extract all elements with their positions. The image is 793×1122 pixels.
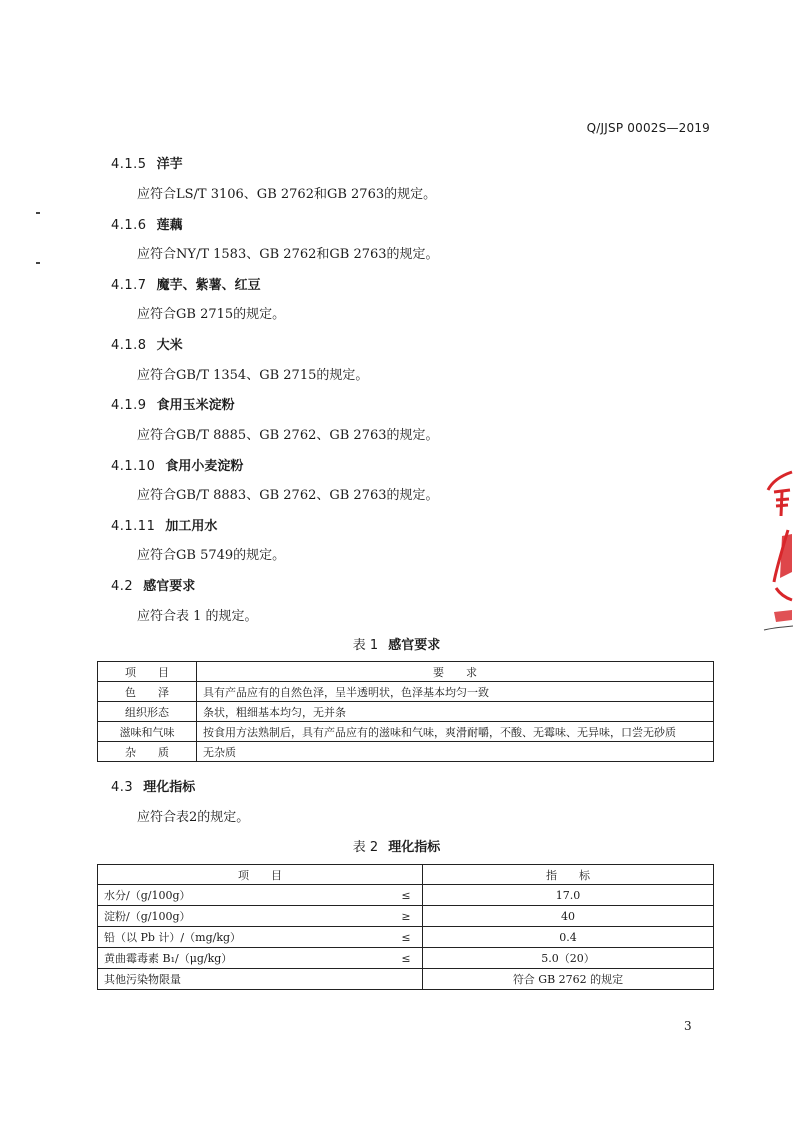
section-text-4-1-6: 应符合NY/T 1583、GB 2762和GB 2763的规定。 [137,247,439,262]
table-row [98,927,714,948]
table-row [98,682,714,702]
table-cell: 黄曲霉毒素 B₁/（μg/kg） [98,948,391,969]
sensory-requirements-table [97,661,714,762]
table-cell: 滋味和气味 [98,722,197,742]
section-heading-4-2: 4.2 感官要求 [111,579,196,594]
section-text-4-3: 应符合表2的规定。 [137,810,250,825]
table-row [98,885,714,906]
section-text-4-1-11: 应符合GB 5749的规定。 [137,548,286,563]
table-cell: 40 [423,906,714,927]
table2-caption: 表 2 理化指标 [352,840,441,855]
table-cell: 5.0（20） [423,948,714,969]
comparison-symbol [390,969,423,990]
section-text-4-1-9: 应符合GB/T 8885、GB 2762、GB 2763的规定。 [137,428,439,443]
comparison-symbol: ≤ [390,927,423,948]
table-cell: 杂 质 [98,742,197,762]
table-row [98,969,714,990]
table-cell: 具有产品应有的自然色泽，呈半透明状，色泽基本均匀一致 [197,682,714,702]
section-heading-4-3: 4.3 理化指标 [111,780,196,795]
table-row [98,906,714,927]
page-number: 3 [684,1019,692,1033]
document-code: Q/JJSP 0002S—2019 [586,121,710,135]
section-text-4-2: 应符合表 1 的规定。 [137,609,258,624]
table-cell: 17.0 [423,885,714,906]
table-header-row [98,865,714,885]
table-cell: 组织形态 [98,702,197,722]
scan-mark [36,212,40,214]
table-row [98,722,714,742]
table-cell: 水分/（g/100g） [98,885,391,906]
section-heading-4-1-7: 4.1.7 魔芋、紫薯、红豆 [111,278,261,293]
column-header-indicator: 指 标 [423,865,714,885]
table-cell: 符合 GB 2762 的规定 [423,969,714,990]
table-row [98,948,714,969]
table-cell: 其他污染物限量 [98,969,391,990]
comparison-symbol: ≤ [390,885,423,906]
physicochemical-indicators-table [97,864,714,990]
column-header-item: 项 目 [98,865,423,885]
comparison-symbol: ≥ [390,906,423,927]
table1-caption: 表 1 感官要求 [352,638,441,653]
section-text-4-1-10: 应符合GB/T 8883、GB 2762、GB 2763的规定。 [137,488,439,503]
red-seal-stamp-fragment [762,470,793,640]
table-row [98,742,714,762]
table-cell: 铅（以 Pb 计）/（mg/kg） [98,927,391,948]
column-header-item: 项 目 [98,662,197,682]
table-row [98,702,714,722]
section-heading-4-1-11: 4.1.11 加工用水 [111,519,218,534]
section-text-4-1-5: 应符合LS/T 3106、GB 2762和GB 2763的规定。 [137,187,437,202]
section-heading-4-1-8: 4.1.8 大米 [111,338,183,353]
section-heading-4-1-5: 4.1.5 洋芋 [111,157,183,172]
scan-mark [36,262,40,264]
table-header-row [98,662,714,682]
section-heading-4-1-9: 4.1.9 食用玉米淀粉 [111,398,235,413]
table-cell: 条状，粗细基本均匀，无并条 [197,702,714,722]
table-cell: 色 泽 [98,682,197,702]
table-cell: 按食用方法熟制后，具有产品应有的滋味和气味，爽滑耐嚼，不酸、无霉味、无异味，口尝无砂质 [197,722,714,742]
comparison-symbol: ≤ [390,948,423,969]
table-cell: 淀粉/（g/100g） [98,906,391,927]
table-cell: 无杂质 [197,742,714,762]
column-header-requirement: 要 求 [197,662,714,682]
section-text-4-1-8: 应符合GB/T 1354、GB 2715的规定。 [137,368,369,383]
section-heading-4-1-6: 4.1.6 莲藕 [111,218,183,233]
section-heading-4-1-10: 4.1.10 食用小麦淀粉 [111,459,244,474]
section-text-4-1-7: 应符合GB 2715的规定。 [137,307,286,322]
table-cell: 0.4 [423,927,714,948]
